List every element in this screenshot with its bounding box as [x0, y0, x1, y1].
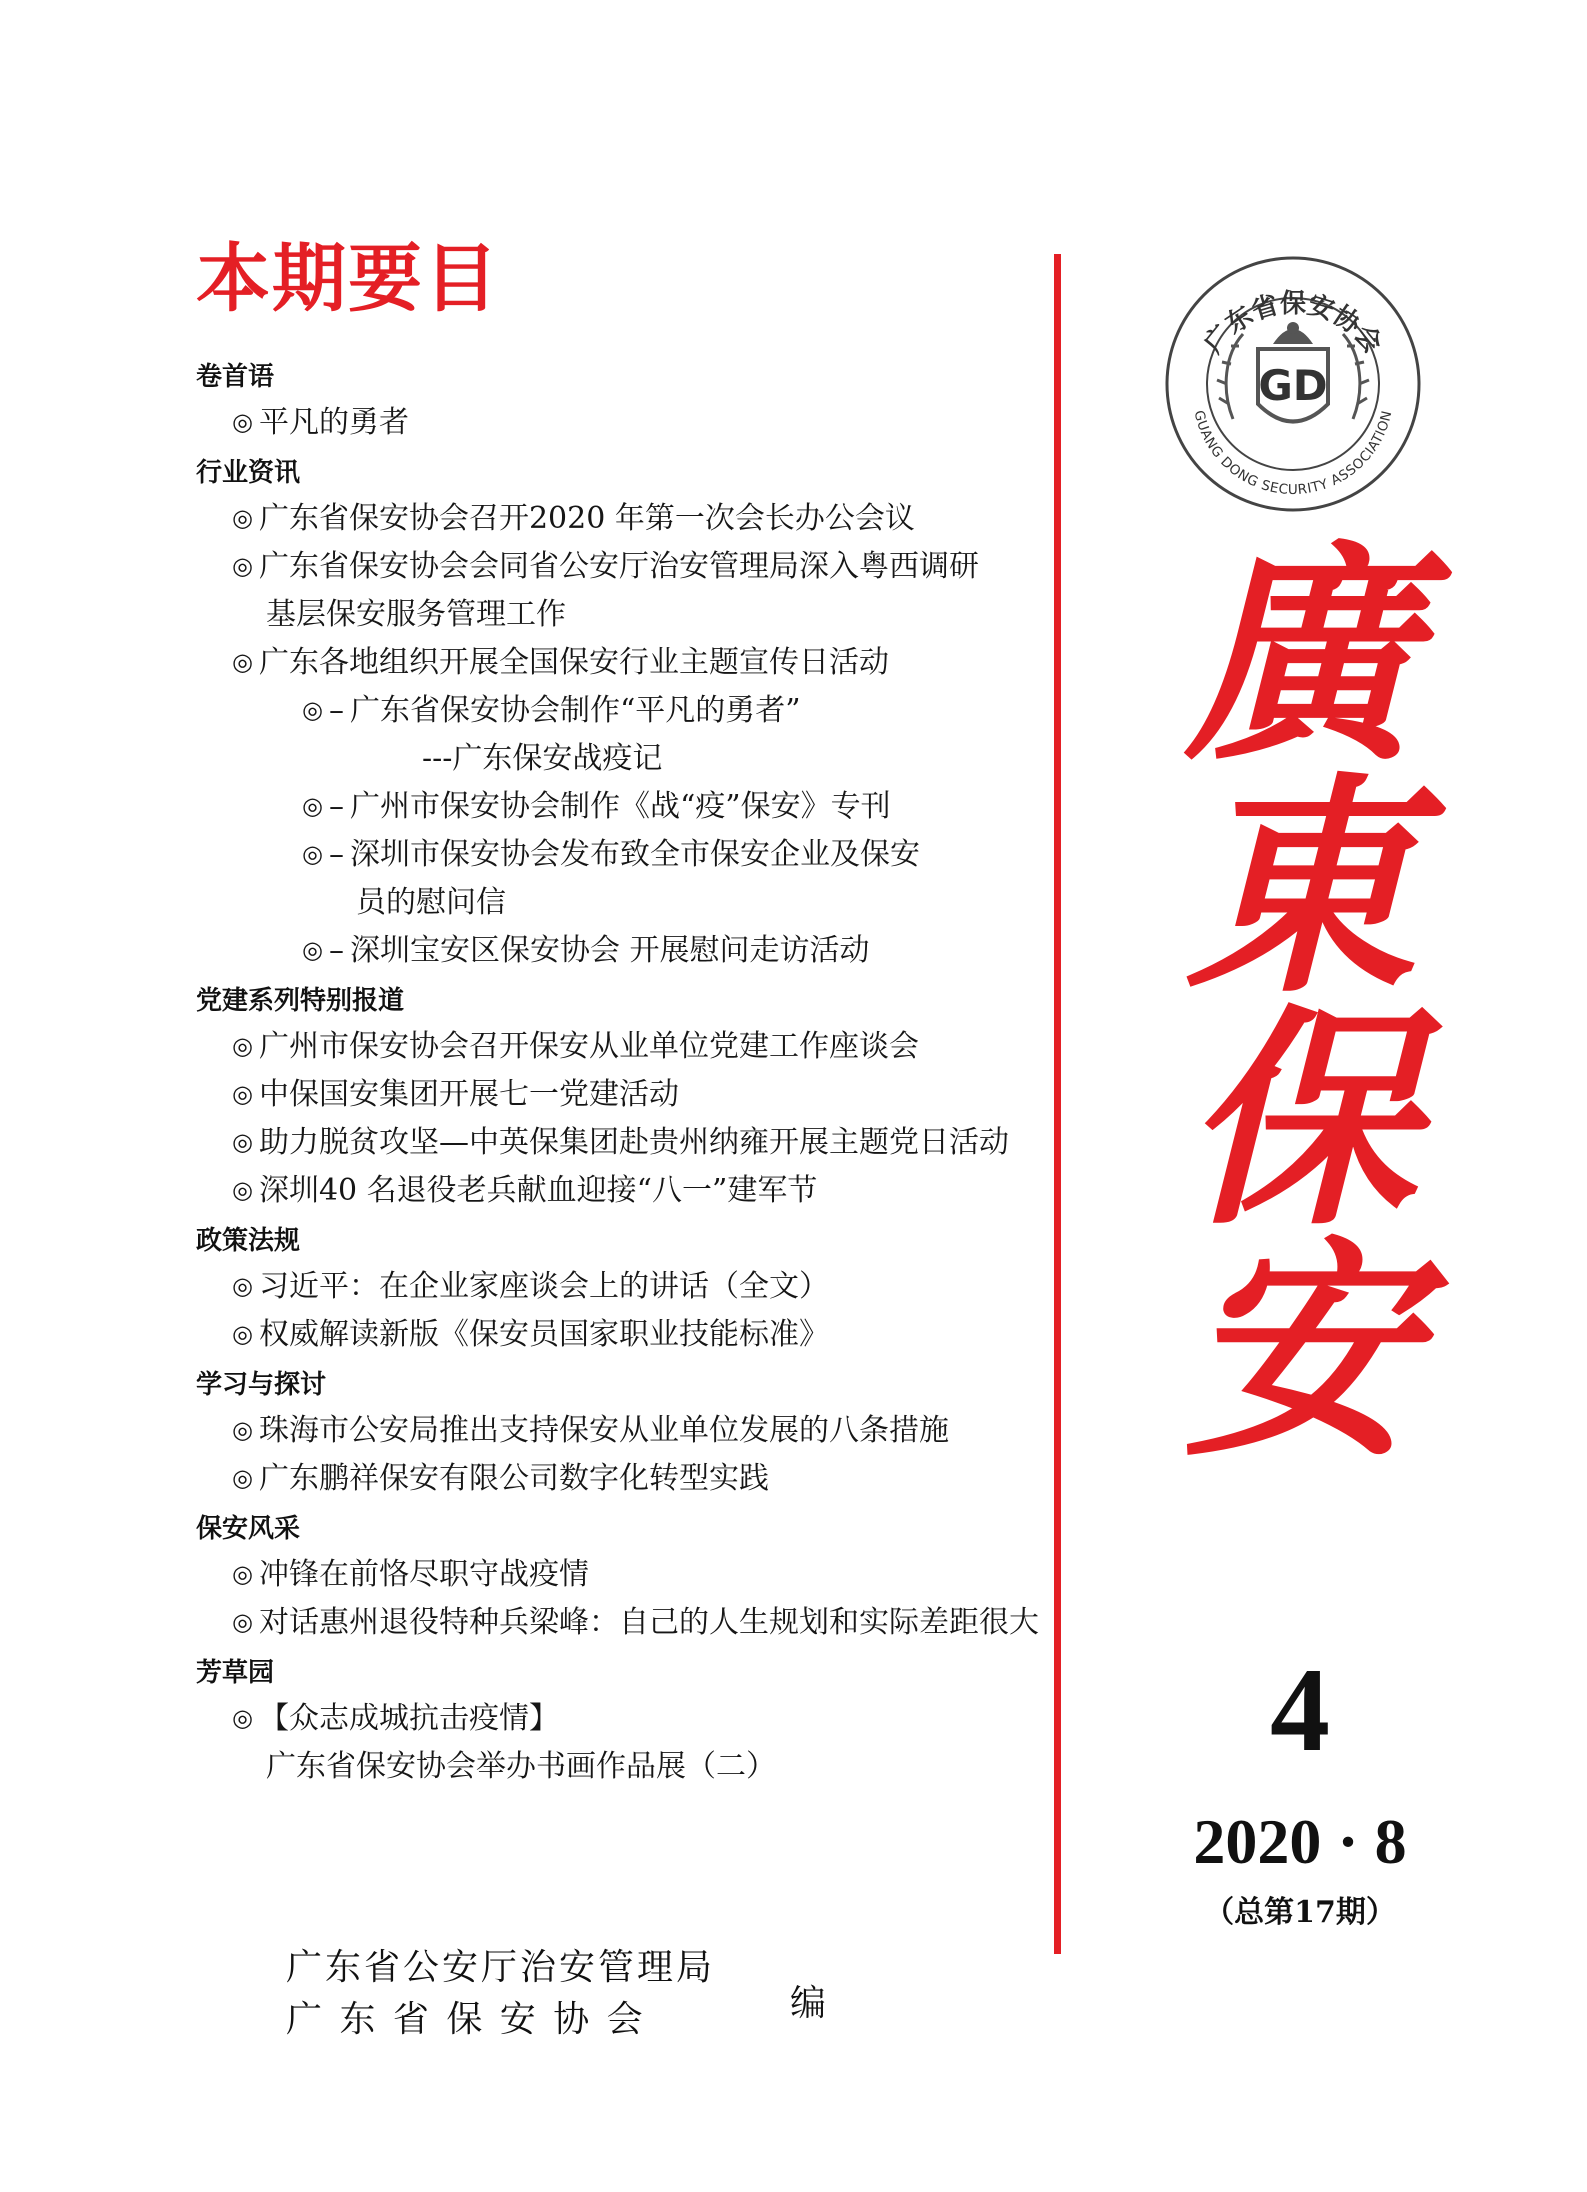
toc-entry-text: 广州市保安协会制作《战“疫”保安》专刊: [349, 789, 891, 824]
bullet-circle-icon: ◎: [232, 648, 253, 676]
toc-entry-text: 员的慰问信: [356, 885, 506, 920]
masthead-char: 保: [1183, 983, 1416, 1256]
toc-entry-text: 助力脱贫攻坚—中英保集团赴贵州纳雍开展主题党日活动: [258, 1125, 1009, 1160]
bullet-circle-icon: ◎: [232, 552, 253, 580]
toc-entry: [232, 1077, 679, 1112]
toc-entry-text: 深圳市保安协会发布致全市保安企业及保安: [349, 837, 920, 872]
toc-entry-text: 基层保安服务管理工作: [266, 597, 566, 632]
publisher-line-2: 广 东 省 保 安 协 会: [286, 1999, 646, 2040]
logo-center-text: GD: [1258, 361, 1328, 410]
dash-icon: –: [328, 933, 344, 968]
toc-section-heading: [196, 364, 274, 390]
dash-icon: –: [328, 693, 344, 728]
dash-icon: –: [328, 837, 344, 872]
publisher-line-1: 广东省公安厅治安管理局: [286, 1947, 716, 1988]
toc-entry-text: 广东省保安协会会同省公安厅治安管理局深入粤西调研: [258, 549, 979, 584]
toc-entry-text: ---广东保安战疫记: [422, 741, 663, 776]
toc-entry-text: 习近平：在企业家座谈会上的讲话（全文）: [258, 1269, 829, 1304]
toc-entry-text: 深圳宝安区保安协会 开展慰问走访活动: [349, 933, 870, 968]
toc-section-heading: [196, 1516, 300, 1542]
toc-section-label: 党建系列特别报道: [196, 986, 405, 1016]
masthead-char: 安: [1183, 1215, 1416, 1488]
toc-entry: [232, 645, 889, 680]
toc-section-heading: [196, 1228, 300, 1254]
toc-section-label: 政策法规: [196, 1226, 301, 1256]
bullet-circle-icon: ◎: [232, 1464, 253, 1492]
toc-entry: [232, 1461, 769, 1496]
toc-section-label: 卷首语: [196, 362, 275, 392]
issue-date: 2020 · 8: [1193, 1806, 1407, 1877]
bullet-circle-icon: ◎: [232, 1128, 253, 1156]
toc-section-heading: [196, 1660, 274, 1686]
toc-entry: [422, 741, 663, 776]
toc-entry-text: 对话惠州退役特种兵梁峰：自己的人生规划和实际差距很大: [258, 1605, 1039, 1640]
bullet-circle-icon: ◎: [232, 1176, 253, 1204]
masthead-char: 廣: [1183, 519, 1416, 792]
bullet-circle-icon: ◎: [232, 1560, 253, 1588]
toc-section-heading: [196, 1372, 326, 1398]
toc-entry-text: 中保国安集团开展七一党建活动: [258, 1077, 679, 1112]
toc-entry: [232, 1317, 829, 1352]
toc-entry: [266, 1749, 776, 1784]
bullet-circle-icon: ◎: [302, 792, 323, 820]
toc-section-label: 学习与探讨: [196, 1370, 327, 1400]
toc-entry: [232, 1701, 559, 1736]
toc-entry-text: 广东各地组织开展全国保安行业主题宣传日活动: [258, 645, 889, 680]
bullet-circle-icon: ◎: [232, 1608, 253, 1636]
bullet-circle-icon: ◎: [232, 1080, 253, 1108]
toc-entry: [232, 1029, 919, 1064]
toc-entry: [302, 933, 870, 968]
bullet-circle-icon: ◎: [302, 840, 323, 868]
toc-entry-text: 广东省保安协会制作“平凡的勇者”: [349, 693, 801, 728]
toc-entry: [232, 549, 979, 584]
toc-entry: [232, 1557, 589, 1592]
dash-icon: –: [328, 789, 344, 824]
toc-entry: [232, 405, 409, 440]
toc-entry: [266, 597, 566, 632]
bullet-circle-icon: ◎: [232, 1320, 253, 1348]
toc-entry: [302, 693, 801, 728]
masthead-title: [1150, 519, 1450, 1488]
toc-section-heading: [196, 988, 404, 1014]
toc-entry-text: 广东省保安协会召开2020 年第一次会长办公会议: [258, 501, 915, 536]
toc-entry-text: 冲锋在前恪尽职守战疫情: [258, 1557, 589, 1592]
toc-entry-text: 【众志成城抗击疫情】: [258, 1701, 559, 1736]
bullet-circle-icon: ◎: [302, 936, 323, 964]
toc-entry: [232, 501, 915, 536]
toc-entry: [302, 789, 891, 824]
toc-entry-text: 平凡的勇者: [258, 405, 409, 440]
issue-number: 4: [1270, 1643, 1330, 1776]
masthead-char: 東: [1183, 751, 1416, 1024]
toc-entry-text: 广州市保安协会召开保安从业单位党建工作座谈会: [258, 1029, 919, 1064]
toc-title: 本期要目: [196, 236, 500, 322]
issue-total: （总第17期）: [1204, 1895, 1396, 1930]
toc-entry-text: 权威解读新版《保安员国家职业技能标准》: [258, 1317, 829, 1352]
toc-entry: [232, 1605, 1039, 1640]
toc-section-label: 保安风采: [196, 1514, 301, 1544]
association-logo-seal: [1163, 254, 1423, 514]
bullet-circle-icon: ◎: [232, 504, 253, 532]
toc-entry: [356, 885, 506, 920]
toc-entry: [302, 837, 920, 872]
toc-section-heading: [196, 460, 300, 486]
bullet-circle-icon: ◎: [232, 1704, 253, 1732]
toc-section-label: 芳草园: [196, 1658, 275, 1688]
toc-entry-text: 广东省保安协会举办书画作品展（二）: [266, 1749, 776, 1784]
toc-entry-text: 深圳40 名退役老兵献血迎接“八一”建军节: [258, 1173, 818, 1208]
toc-entry: [232, 1125, 1009, 1160]
red-divider: [1054, 254, 1061, 1954]
toc-entry: [232, 1269, 829, 1304]
toc-entry: [232, 1173, 818, 1208]
toc-entry-text: 广东鹏祥保安有限公司数字化转型实践: [258, 1461, 769, 1496]
publisher-suffix: 编: [790, 1983, 827, 2024]
toc-entry-text: 珠海市公安局推出支持保安从业单位发展的八条措施: [258, 1413, 949, 1448]
logo-arc-top-text: 广东省保安协会: [1198, 289, 1388, 360]
bullet-circle-icon: ◎: [232, 1032, 253, 1060]
bullet-circle-icon: ◎: [232, 1416, 253, 1444]
bullet-circle-icon: ◎: [302, 696, 323, 724]
toc-section-label: 行业资讯: [196, 458, 301, 488]
toc-entry: [232, 1413, 949, 1448]
bullet-circle-icon: ◎: [232, 408, 253, 436]
logo-arc-bottom-text: GUANG DONG SECURITY ASSOCIATION: [1190, 408, 1396, 499]
bullet-circle-icon: ◎: [232, 1272, 253, 1300]
